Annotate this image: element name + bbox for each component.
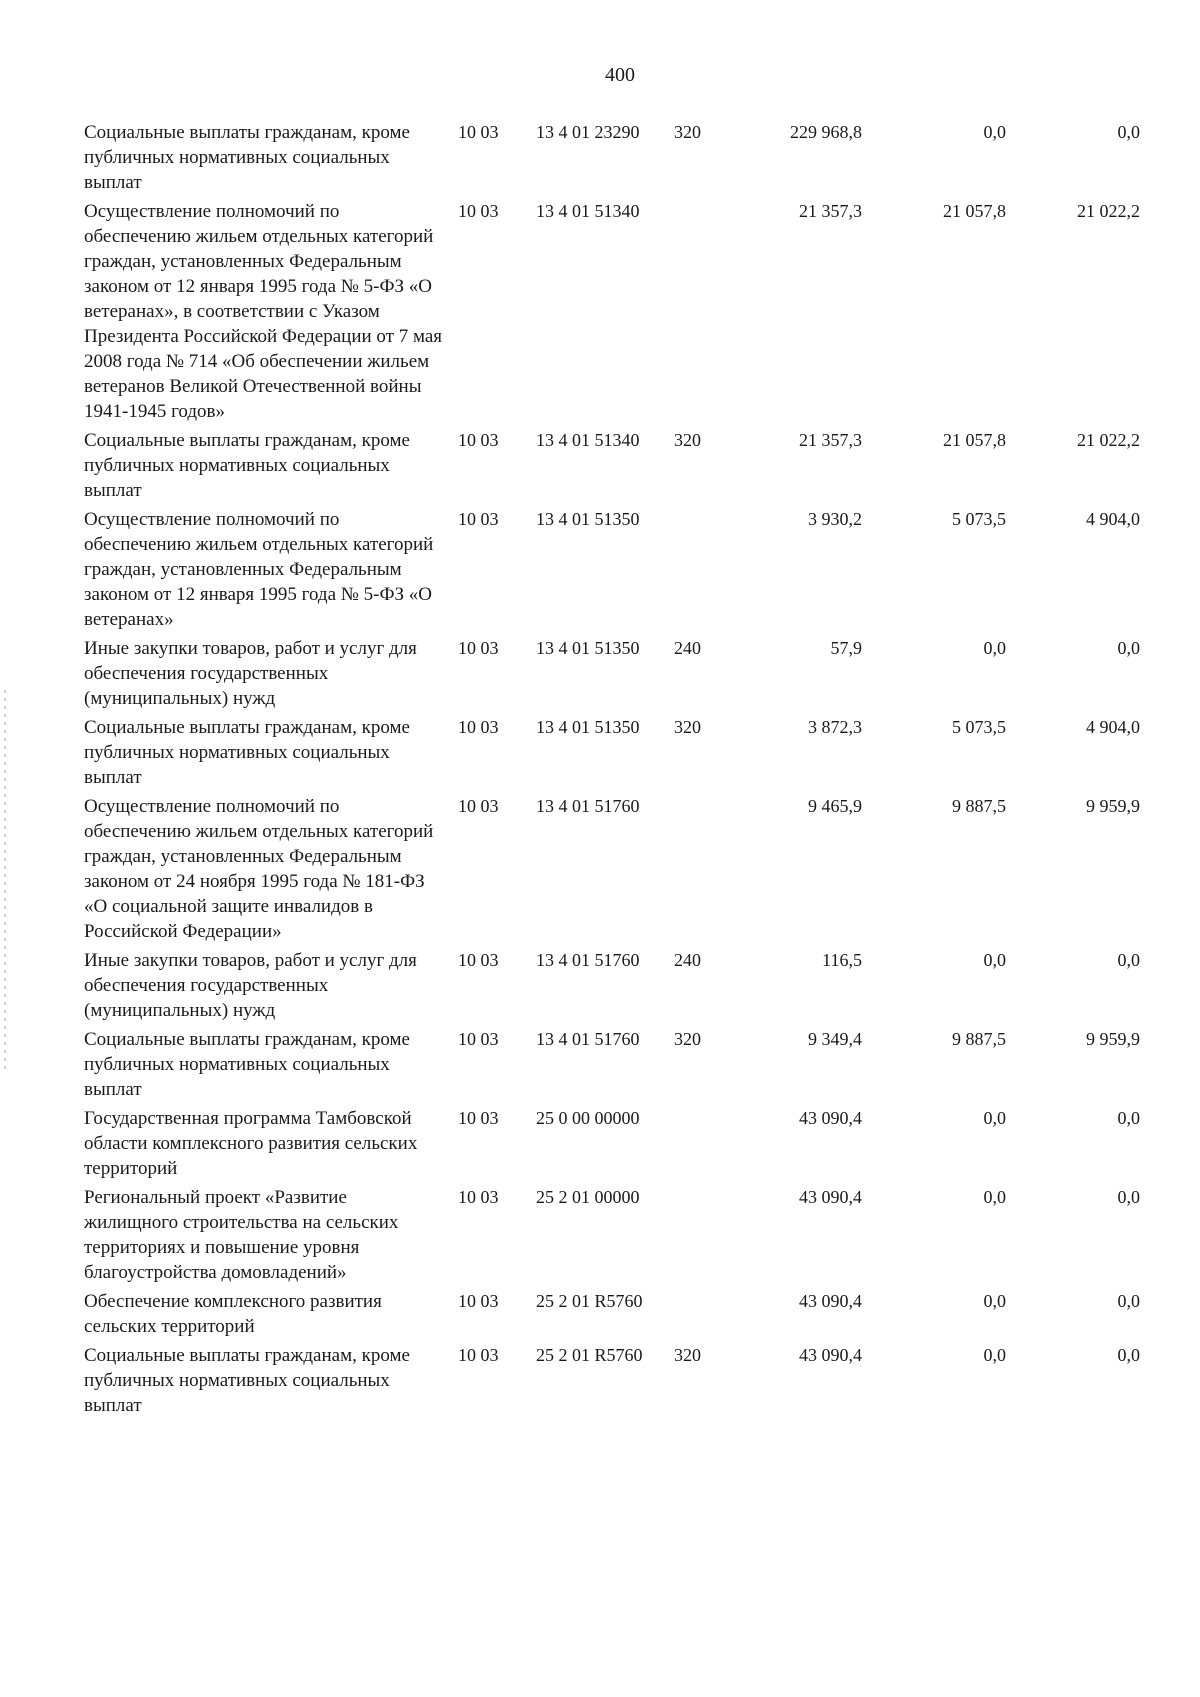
row-section: 10 03: [458, 1108, 499, 1128]
row-type: 320: [674, 1345, 701, 1365]
row-value-1: 3 872,3: [808, 717, 862, 737]
row-code: 13 4 01 51350: [536, 717, 640, 737]
row-section: 10 03: [458, 796, 499, 816]
row-value-3: 0,0: [1117, 638, 1140, 658]
row-value-3: 21 022,2: [1077, 430, 1140, 450]
row-section: 10 03: [458, 638, 499, 658]
table-row: [84, 794, 1174, 944]
row-type: 320: [674, 717, 701, 737]
row-code: 13 4 01 51340: [536, 430, 640, 450]
row-value-1: 57,9: [830, 638, 862, 658]
row-value-1: 21 357,3: [799, 201, 862, 221]
table-row: [84, 120, 1174, 195]
row-value-1: 9 465,9: [808, 796, 862, 816]
row-value-2: 5 073,5: [952, 509, 1006, 529]
row-code: 25 0 00 00000: [536, 1108, 640, 1128]
table-row: [84, 428, 1174, 503]
row-code: 13 4 01 51760: [536, 1029, 640, 1049]
row-value-2: 21 057,8: [943, 201, 1006, 221]
row-value-2: 9 887,5: [952, 796, 1006, 816]
row-value-3: 0,0: [1117, 950, 1140, 970]
row-value-1: 43 090,4: [799, 1187, 862, 1207]
row-section: 10 03: [458, 201, 499, 221]
row-value-1: 43 090,4: [799, 1108, 862, 1128]
row-code: 13 4 01 23290: [536, 122, 640, 142]
table-row: [84, 1027, 1174, 1102]
row-code: 13 4 01 51350: [536, 638, 640, 658]
row-value-3: 0,0: [1117, 1187, 1140, 1207]
table-row: [84, 715, 1174, 790]
table-row: [84, 1289, 1174, 1339]
table-row: [84, 507, 1174, 632]
row-code: 25 2 01 R5760: [536, 1291, 643, 1311]
row-name: Осуществление полномочий по обеспечению жильем отдельных категорий граждан, установленных Федеральным законом от 12 января 1995 года № 5-ФЗ «О ветеранах»: [84, 509, 434, 630]
row-value-1: 43 090,4: [799, 1291, 862, 1311]
row-section: 10 03: [458, 430, 499, 450]
row-code: 13 4 01 51350: [536, 509, 640, 529]
row-value-3: 0,0: [1117, 1108, 1140, 1128]
row-type: 320: [674, 122, 701, 142]
row-value-1: 229 968,8: [790, 122, 862, 142]
row-section: 10 03: [458, 509, 499, 529]
row-name: Социальные выплаты гражданам, кроме публичных нормативных социальных выплат: [84, 1029, 410, 1100]
row-section: 10 03: [458, 1029, 499, 1049]
row-name: Иные закупки товаров, работ и услуг для обеспечения государственных (муниципальных) нужд: [84, 950, 417, 1021]
row-value-1: 43 090,4: [799, 1345, 862, 1365]
row-name: Государственная программа Тамбовской области комплексного развития сельских территорий: [84, 1108, 418, 1179]
row-code: 13 4 01 51760: [536, 796, 640, 816]
row-value-3: 4 904,0: [1086, 509, 1140, 529]
table-row: [84, 636, 1174, 711]
row-name: Социальные выплаты гражданам, кроме публичных нормативных социальных выплат: [84, 430, 410, 501]
row-code: 13 4 01 51760: [536, 950, 640, 970]
row-section: 10 03: [458, 122, 499, 142]
row-value-2: 0,0: [983, 1291, 1006, 1311]
row-value-1: 116,5: [822, 950, 862, 970]
scan-artifact: [4, 690, 6, 1070]
row-section: 10 03: [458, 950, 499, 970]
row-name: Обеспечение комплексного развития сельских территорий: [84, 1291, 382, 1337]
row-type: 240: [674, 638, 701, 658]
row-section: 10 03: [458, 717, 499, 737]
table-row: [84, 948, 1174, 1023]
row-value-3: 9 959,9: [1086, 796, 1140, 816]
row-value-2: 0,0: [983, 1187, 1006, 1207]
row-value-2: 0,0: [983, 1108, 1006, 1128]
row-value-3: 0,0: [1117, 1345, 1140, 1365]
row-section: 10 03: [458, 1345, 499, 1365]
table-row: [84, 1343, 1174, 1418]
table-row: [84, 1106, 1174, 1181]
row-value-3: 0,0: [1117, 1291, 1140, 1311]
row-value-2: 0,0: [983, 1345, 1006, 1365]
row-name: Иные закупки товаров, работ и услуг для обеспечения государственных (муниципальных) нужд: [84, 638, 417, 709]
row-name: Осуществление полномочий по обеспечению жильем отдельных категорий граждан, установленных Федеральным законом от 12 января 1995 года № 5-ФЗ «О ветеранах», в соответствии с Указом Президента Российской Федерации от 7 мая 2008 года № 714 «Об обеспечении жильем ветеранов Великой Отечественной войны 1941-1945 годов»: [84, 201, 443, 422]
row-value-1: 3 930,2: [808, 509, 862, 529]
row-value-1: 21 357,3: [799, 430, 862, 450]
row-code: 25 2 01 00000: [536, 1187, 640, 1207]
row-name: Социальные выплаты гражданам, кроме публичных нормативных социальных выплат: [84, 717, 410, 788]
row-value-2: 21 057,8: [943, 430, 1006, 450]
row-name: Региональный проект «Развитие жилищного строительства на сельских территориях и повышение уровня благоустройства домовладений»: [84, 1187, 399, 1283]
row-name: Социальные выплаты гражданам, кроме публичных нормативных социальных выплат: [84, 1345, 410, 1416]
row-value-3: 21 022,2: [1077, 201, 1140, 221]
row-code: 13 4 01 51340: [536, 201, 640, 221]
row-type: 240: [674, 950, 701, 970]
row-value-2: 5 073,5: [952, 717, 1006, 737]
row-value-2: 0,0: [983, 950, 1006, 970]
row-section: 10 03: [458, 1291, 499, 1311]
row-value-2: 0,0: [983, 638, 1006, 658]
row-section: 10 03: [458, 1187, 499, 1207]
row-name: Социальные выплаты гражданам, кроме публичных нормативных социальных выплат: [84, 122, 410, 193]
budget-table: [84, 120, 1174, 1422]
row-value-2: 0,0: [983, 122, 1006, 142]
row-value-2: 9 887,5: [952, 1029, 1006, 1049]
table-row: [84, 1185, 1174, 1285]
row-code: 25 2 01 R5760: [536, 1345, 643, 1365]
row-type: 320: [674, 1029, 701, 1049]
row-value-3: 4 904,0: [1086, 717, 1140, 737]
page-number: 400: [605, 64, 635, 86]
row-value-3: 0,0: [1117, 122, 1140, 142]
row-name: Осуществление полномочий по обеспечению жильем отдельных категорий граждан, установленных Федеральным законом от 24 ноября 1995 года № 181-ФЗ «О социальной защите инвалидов в Российской Федерации»: [84, 796, 434, 942]
table-row: [84, 199, 1174, 424]
row-value-1: 9 349,4: [808, 1029, 862, 1049]
row-type: 320: [674, 430, 701, 450]
row-value-3: 9 959,9: [1086, 1029, 1140, 1049]
